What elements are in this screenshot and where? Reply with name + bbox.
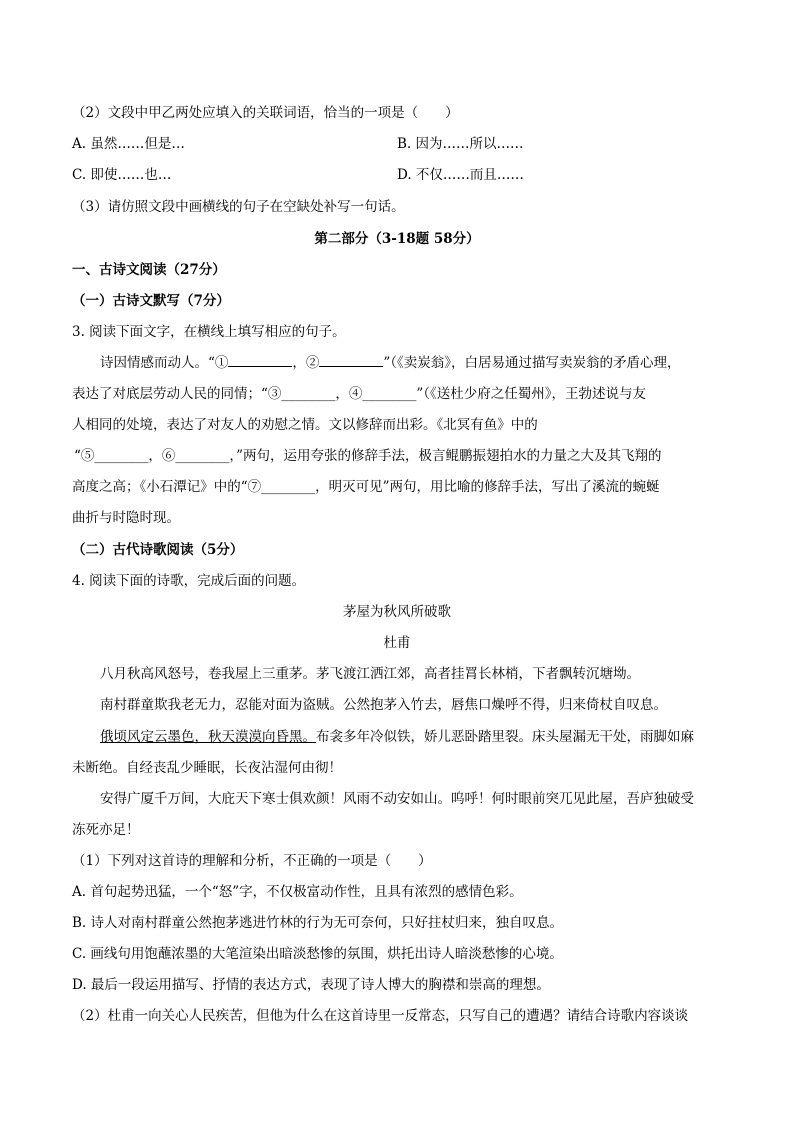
q3-line-1 [100,353,681,373]
poem-underlined-line: 俄顷风定云墨色，秋天漠漠向昏黑。 [100,729,316,745]
blank-1[interactable] [228,353,292,367]
q2-option-b: B. 因为……所以…… [397,136,524,152]
q3-line-2: 表达了对底层劳动人民的同情；“③________，④________”（《送杜少府之任蜀州》，王勃述说与友 [72,386,647,402]
q4-sub2-stem: （2）杜甫一向关心人民疾苦，但他为什么在这首诗里一反常态，只写自己的遭遇？请结合诗歌内容谈谈 [72,1008,689,1024]
poem-stanza-1: 八月秋高风怒号，卷我屋上三重茅。茅飞渡江洒江郊，高者挂罥长林梢，下者飘转沉塘坳。 [100,666,640,682]
q2-stem: （2）文段中甲乙两处应填入的关联词语，恰当的一项是（ ） [72,105,459,121]
q4-option-a: A. 首句起势迅猛，一个“怒”字，不仅极富动作性，且具有浓烈的感情色彩。 [72,884,523,900]
q3-stem: 3. 阅读下面文字，在横线上填写相应的句子。 [72,324,346,340]
q3-line-1-b: ，② [292,355,320,371]
poem-stanza-3 [100,727,694,747]
q2-option-d: D. 不仅……而且…… [397,167,524,183]
section1-title: 一、古诗文阅读（27分） [72,262,226,278]
poem-stanza-3-rest: 布衾多年冷似铁，娇儿恶卧踏里裂。床头屋漏无干处，雨脚如麻 [316,729,694,745]
q4-option-b: B. 诗人对南村群童公然抱茅逃进竹林的行为无可奈何，只好拄杖归来，独自叹息。 [72,915,564,931]
q4-option-d: D. 最后一段运用描写、抒情的表达方式，表现了诗人博大的胸襟和崇高的理想。 [72,977,550,993]
part2-title: 第二部分（3-18题 58分） [314,231,480,247]
q3-line-4: “⑤________，⑥________，”两句，运用夸张的修辞手法，极言鲲鹏振翅拍水的力量之大及其飞翔的 [74,448,662,464]
poem-stanza-3-cont: 未断绝。自经丧乱少睡眠，长夜沾湿何由彻！ [72,760,342,776]
q4-option-c: C. 画线句用饱蘸浓墨的大笔渲染出暗淡愁惨的氛围，烘托出诗人暗淡愁惨的心境。 [72,946,563,962]
poem-title: 茅屋为秋风所破歌 [343,604,451,620]
q4-sub1-stem: （1）下列对这首诗的理解和分析，不正确的一项是（ ） [72,853,432,869]
q3-line-3: 人相同的处境，表达了对友人的劝慰之情。文以修辞而出彩。《北冥有鱼》中的 [72,417,538,433]
q3-line-1-c: ”（《卖炭翁》，白居易通过描写卖炭翁的矛盾心理， [383,355,681,371]
sub2-title: （二）古代诗歌阅读（5分） [72,542,244,558]
q2-option-c: C. 即使……也… [72,167,172,183]
q3-rewrite-stem: （3）请仿照文段中画横线的句子在空缺处补写一句话。 [72,199,405,215]
poem-stanza-2: 南村群童欺我老无力，忍能对面为盗贼。公然抱茅入竹去，唇焦口燥呼不得，归来倚杖自叹息。 [100,697,667,713]
q4-stem: 4. 阅读下面的诗歌，完成后面的问题。 [72,573,306,589]
q3-line-6: 曲折与时隐时现。 [72,510,180,526]
sub1-title: （一）古诗文默写（7分） [72,293,230,309]
q2-option-a: A. 虽然……但是… [72,136,185,152]
poem-author: 杜甫 [383,635,411,651]
blank-2[interactable] [319,353,383,367]
q3-line-5: 高度之高；《小石潭记》中的“⑦________，明灭可见”两句，用比喻的修辞手法，写出了溪流的蜿蜒 [72,479,660,495]
poem-stanza-4-cont: 冻死亦足！ [72,822,140,838]
poem-stanza-4: 安得广厦千万间，大庇天下寒士俱欢颜！风雨不动安如山。呜呼！何时眼前突兀见此屋，吾庐独破受 [100,791,694,807]
q3-line-1-a: 诗因情感而动人。“① [100,355,229,371]
